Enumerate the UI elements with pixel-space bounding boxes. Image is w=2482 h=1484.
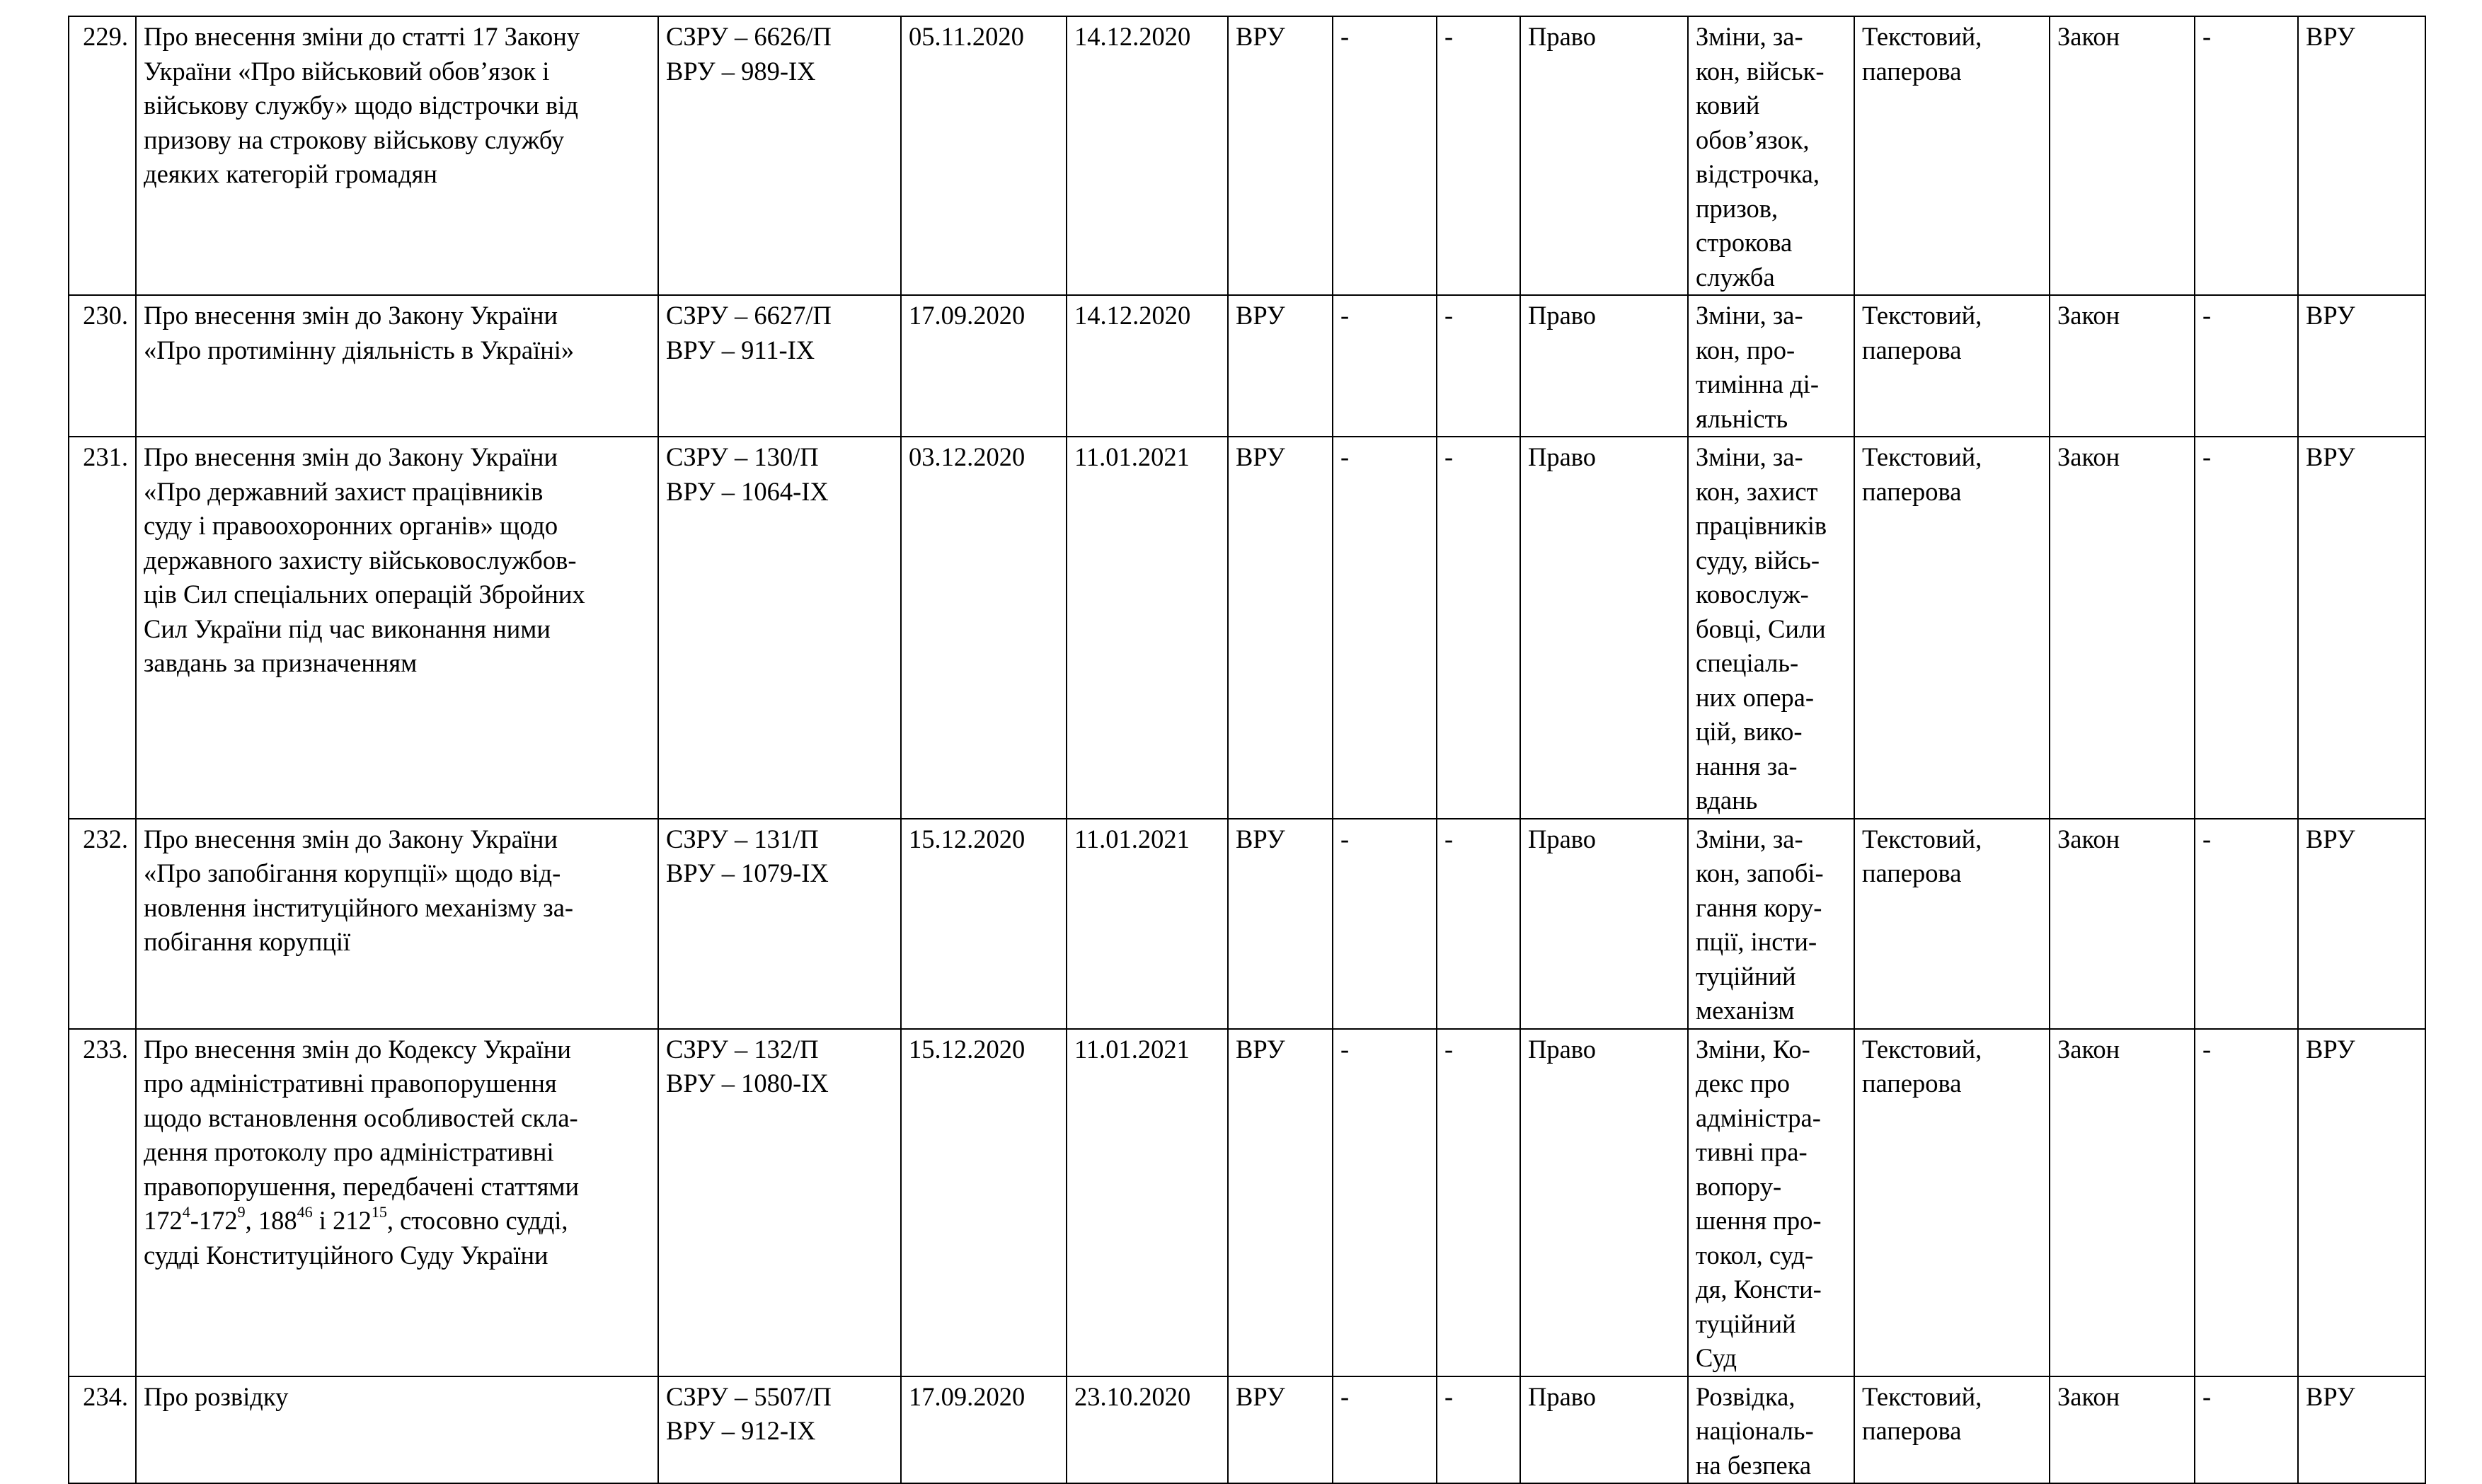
subject: Право	[1528, 22, 1597, 51]
dash-value: -	[2202, 301, 2212, 330]
keywords-line: яльність	[1696, 403, 1788, 433]
holder-cell	[2298, 16, 2425, 295]
keywords-line: Суд	[1696, 1343, 1737, 1372]
keywords-line: спеціаль-	[1696, 648, 1799, 677]
format-line: паперова	[1862, 335, 1962, 364]
keywords-line: Розвідка,	[1696, 1381, 1796, 1411]
holder: ВРУ	[2306, 301, 2355, 330]
row-number-cell	[69, 1376, 136, 1484]
format-cell	[1854, 819, 2050, 1029]
registration-code-line: ВРУ – 1079-IX	[666, 858, 829, 887]
dash-value: -	[1444, 824, 1454, 853]
document-title-line: України «Про військовий обов’язок і	[144, 56, 550, 86]
format-line: Текстовий,	[1862, 22, 1982, 51]
holder-cell	[2298, 819, 2425, 1029]
table-row	[69, 437, 2425, 819]
author-cell	[1228, 295, 1333, 437]
document-title-line: ців Сил спеціальних операцій Збройних	[144, 580, 585, 609]
row-number-cell	[69, 437, 136, 819]
author-cell	[1228, 437, 1333, 819]
article-superscript: 4	[182, 1202, 190, 1221]
document-title-line: про адміністративні правопорушення	[144, 1069, 557, 1098]
format-cell	[1854, 1029, 2050, 1376]
registration-code-cell	[658, 295, 901, 437]
dash-cell	[2195, 819, 2298, 1029]
holder: ВРУ	[2306, 1034, 2355, 1064]
subject-cell	[1520, 16, 1688, 295]
keywords-line: декс про	[1696, 1069, 1790, 1098]
keywords-line: вдань	[1696, 786, 1758, 815]
registration-code-line: СЗРУ – 132/П	[666, 1034, 819, 1064]
dash-value: -	[1444, 301, 1454, 330]
date-registered-cell	[901, 1376, 1067, 1484]
keywords-cell	[1688, 16, 1854, 295]
document-title-line: Про внесення змін до Закону України	[144, 824, 558, 853]
document-title-line: військову службу» щодо відстрочки від	[144, 91, 578, 120]
registration-code-line: ВРУ – 1064-IX	[666, 476, 829, 506]
keywords-cell	[1688, 437, 1854, 819]
subject-cell	[1520, 295, 1688, 437]
keywords-line: токол, суд-	[1696, 1240, 1814, 1270]
dash-cell	[1333, 819, 1437, 1029]
date-registered: 03.12.2020	[909, 442, 1025, 471]
keywords-line: відстрочка,	[1696, 159, 1820, 188]
holder-cell	[2298, 1029, 2425, 1376]
keywords-line: Зміни, за-	[1696, 22, 1803, 51]
author: ВРУ	[1236, 1034, 1285, 1064]
keywords-line: тивні пра-	[1696, 1137, 1808, 1166]
keywords-line: туційний	[1696, 1308, 1796, 1338]
dash-value: -	[2202, 1381, 2212, 1411]
document-type-cell	[2050, 819, 2195, 1029]
author: ВРУ	[1236, 824, 1285, 853]
dash-cell	[2195, 1029, 2298, 1376]
keywords-cell	[1688, 1376, 1854, 1484]
row-number: 234.	[83, 1381, 128, 1411]
document-title-line: Про внесення змін до Закону України	[144, 442, 558, 471]
article-ref: і	[312, 1206, 333, 1235]
document-type-cell	[2050, 1376, 2195, 1484]
dash-value: -	[1340, 1381, 1350, 1411]
holder: ВРУ	[2306, 824, 2355, 853]
date-adopted-cell	[1067, 16, 1228, 295]
keywords-line: обов’язок,	[1696, 125, 1810, 154]
dash-value: -	[1444, 22, 1454, 51]
date-adopted: 23.10.2020	[1074, 1381, 1191, 1411]
keywords-line: цій, вико-	[1696, 717, 1803, 746]
format-line: Текстовий,	[1862, 1381, 1982, 1411]
document-title-line: Про внесення змін до Кодексу України	[144, 1034, 571, 1064]
date-registered-cell	[901, 819, 1067, 1029]
article-ref: 172	[198, 1206, 238, 1235]
row-number: 231.	[83, 442, 128, 471]
row-number-cell	[69, 295, 136, 437]
document-title-cell	[136, 295, 658, 437]
date-adopted: 14.12.2020	[1074, 301, 1191, 330]
date-adopted-cell	[1067, 1376, 1228, 1484]
date-adopted: 11.01.2021	[1074, 442, 1190, 471]
table-row	[69, 16, 2425, 295]
dash-cell	[2195, 16, 2298, 295]
document-title-line: державного захисту військовослужбов-	[144, 545, 577, 575]
registration-code-line: СЗРУ – 6627/П	[666, 301, 832, 330]
document-title-cell	[136, 1376, 658, 1484]
author: ВРУ	[1236, 442, 1285, 471]
date-adopted: 11.01.2021	[1074, 824, 1190, 853]
row-number-cell	[69, 1029, 136, 1376]
document-title-line: новлення інституційного механізму за-	[144, 892, 574, 922]
keywords-cell	[1688, 1029, 1854, 1376]
date-adopted-cell	[1067, 819, 1228, 1029]
article-ref: -	[190, 1206, 199, 1235]
author-cell	[1228, 819, 1333, 1029]
dash-value: -	[1340, 22, 1350, 51]
format-line: паперова	[1862, 1416, 1962, 1445]
keywords-line: дя, Консти-	[1696, 1275, 1822, 1304]
format-cell	[1854, 437, 2050, 819]
holder: ВРУ	[2306, 442, 2355, 471]
keywords-line: ковий	[1696, 91, 1760, 120]
dash-cell	[1333, 437, 1437, 819]
keywords-line: призов,	[1696, 193, 1779, 223]
row-number-cell	[69, 819, 136, 1029]
table-row	[69, 819, 2425, 1029]
dash-cell	[1437, 437, 1520, 819]
document-title-cell	[136, 819, 658, 1029]
date-registered: 17.09.2020	[909, 1381, 1025, 1411]
dash-cell	[1437, 819, 1520, 1029]
format-line: Текстовий,	[1862, 824, 1982, 853]
dash-value: -	[1340, 1034, 1350, 1064]
subject: Право	[1528, 301, 1597, 330]
document-type-cell	[2050, 295, 2195, 437]
registration-code-line: ВРУ – 989-IX	[666, 56, 816, 86]
holder: ВРУ	[2306, 1381, 2355, 1411]
dash-value: -	[2202, 442, 2212, 471]
registration-code-line: ВРУ – 912-IX	[666, 1416, 816, 1445]
registration-code-line: СЗРУ – 131/П	[666, 824, 819, 853]
keywords-line: національ-	[1696, 1416, 1814, 1445]
subject: Право	[1528, 824, 1597, 853]
keywords-line: Зміни, за-	[1696, 301, 1803, 330]
document-type: Закон	[2057, 824, 2120, 853]
subject-cell	[1520, 1376, 1688, 1484]
table-row	[69, 1376, 2425, 1484]
document-type-cell	[2050, 1029, 2195, 1376]
author: ВРУ	[1236, 1381, 1285, 1411]
dash-value: -	[1340, 442, 1350, 471]
registry-table	[68, 16, 2426, 1484]
date-registered: 17.09.2020	[909, 301, 1025, 330]
keywords-line: адміністра-	[1696, 1103, 1821, 1132]
dash-cell	[1437, 295, 1520, 437]
document-type: Закон	[2057, 442, 2120, 471]
article-superscript: 9	[237, 1202, 246, 1221]
dash-cell	[2195, 1376, 2298, 1484]
date-registered-cell	[901, 295, 1067, 437]
dash-cell	[1333, 1376, 1437, 1484]
dash-cell	[1437, 1029, 1520, 1376]
keywords-line: кон, військ-	[1696, 56, 1825, 86]
keywords-line: туційний	[1696, 961, 1796, 991]
document-title-line: Про розвідку	[144, 1381, 289, 1411]
table-row	[69, 1029, 2425, 1376]
registration-code-cell	[658, 1029, 901, 1376]
dash-value: -	[2202, 824, 2212, 853]
row-number-cell	[69, 16, 136, 295]
dash-value: -	[2202, 1034, 2212, 1064]
author-cell	[1228, 16, 1333, 295]
registration-code-line: СЗРУ – 5507/П	[666, 1381, 832, 1411]
format-line: паперова	[1862, 858, 1962, 887]
document-title-line: щодо встановлення особливостей скла-	[144, 1103, 578, 1132]
document-type: Закон	[2057, 1381, 2120, 1411]
article-ref: , стосовно судді,	[386, 1206, 568, 1235]
document-type: Закон	[2057, 22, 2120, 51]
keywords-line: механізм	[1696, 996, 1795, 1025]
dash-value: -	[1444, 1034, 1454, 1064]
keywords-cell	[1688, 819, 1854, 1029]
dash-cell	[1437, 16, 1520, 295]
subject: Право	[1528, 1381, 1597, 1411]
date-adopted: 11.01.2021	[1074, 1034, 1190, 1064]
format-line: Текстовий,	[1862, 1034, 1982, 1064]
keywords-line: нання за-	[1696, 751, 1798, 781]
keywords-line: на безпека	[1696, 1450, 1812, 1480]
registration-code-line: ВРУ – 911-IX	[666, 335, 815, 364]
subject: Право	[1528, 442, 1597, 471]
keywords-line: ковослуж-	[1696, 580, 1809, 609]
keywords-line: них опера-	[1696, 682, 1815, 712]
document-title-line: «Про державний захист працівників	[144, 476, 544, 506]
row-number: 230.	[83, 301, 128, 330]
row-number: 229.	[83, 22, 128, 51]
date-adopted-cell	[1067, 1029, 1228, 1376]
row-number: 232.	[83, 824, 128, 853]
registration-code-line: СЗРУ – 6626/П	[666, 22, 832, 51]
format-cell	[1854, 16, 2050, 295]
keywords-line: Зміни, Ко-	[1696, 1034, 1810, 1064]
format-cell	[1854, 1376, 2050, 1484]
document-title-line: завдань за призначенням	[144, 648, 418, 677]
document-title-cell	[136, 1029, 658, 1376]
keywords-line: кон, запобі-	[1696, 858, 1824, 887]
subject-cell	[1520, 437, 1688, 819]
date-registered: 15.12.2020	[909, 1034, 1025, 1064]
format-line: Текстовий,	[1862, 301, 1982, 330]
format-cell	[1854, 295, 2050, 437]
date-adopted-cell	[1067, 437, 1228, 819]
author-cell	[1228, 1376, 1333, 1484]
document-type: Закон	[2057, 301, 2120, 330]
dash-value: -	[2202, 22, 2212, 51]
registration-code-cell	[658, 1376, 901, 1484]
article-ref: ,	[245, 1206, 258, 1235]
article-ref: 212	[333, 1206, 372, 1235]
date-adopted: 14.12.2020	[1074, 22, 1191, 51]
subject-cell	[1520, 819, 1688, 1029]
holder: ВРУ	[2306, 22, 2355, 51]
dash-cell	[2195, 437, 2298, 819]
dash-cell	[1333, 1029, 1437, 1376]
registration-code-cell	[658, 437, 901, 819]
document-title-line: деяких категорій громадян	[144, 159, 437, 188]
document-title-cell	[136, 16, 658, 295]
document-title-cell	[136, 437, 658, 819]
document-type-cell	[2050, 437, 2195, 819]
holder-cell	[2298, 437, 2425, 819]
article-superscript: 46	[297, 1202, 313, 1221]
document-title-line: призову на строкову військову службу	[144, 125, 565, 154]
table-body	[69, 16, 2425, 1483]
keywords-line: Зміни, за-	[1696, 824, 1803, 853]
document-title-line: побігання корупції	[144, 927, 351, 956]
dash-cell	[1333, 295, 1437, 437]
keywords-line: служба	[1696, 262, 1775, 292]
document-type-cell	[2050, 16, 2195, 295]
keywords-line: гання кору-	[1696, 892, 1822, 922]
row-number: 233.	[83, 1034, 128, 1064]
document-title-line: дення протоколу про адміністративні	[144, 1137, 554, 1166]
holder-cell	[2298, 295, 2425, 437]
registration-code-line: СЗРУ – 130/П	[666, 442, 819, 471]
format-line: паперова	[1862, 476, 1962, 506]
author-cell	[1228, 1029, 1333, 1376]
registration-code-cell	[658, 819, 901, 1029]
registration-code-cell	[658, 16, 901, 295]
keywords-line: строкова	[1696, 228, 1793, 257]
keywords-line: кон, про-	[1696, 335, 1796, 364]
holder-cell	[2298, 1376, 2425, 1484]
dash-cell	[1437, 1376, 1520, 1484]
document-title-line: Про внесення зміни до статті 17 Закону	[144, 22, 580, 51]
keywords-line: пції, інсти-	[1696, 927, 1817, 956]
table-row	[69, 295, 2425, 437]
date-registered-cell	[901, 1029, 1067, 1376]
article-superscript: 15	[371, 1202, 387, 1221]
dash-value: -	[1340, 301, 1350, 330]
keywords-line: бовці, Сили	[1696, 614, 1826, 643]
keywords-line: працівників	[1696, 511, 1827, 540]
keywords-line: шення про-	[1696, 1206, 1822, 1235]
author: ВРУ	[1236, 301, 1285, 330]
keywords-line: вопору-	[1696, 1171, 1782, 1201]
document-type: Закон	[2057, 1034, 2120, 1064]
author: ВРУ	[1236, 22, 1285, 51]
document-title-articles-line	[144, 1204, 650, 1238]
article-ref: 172	[144, 1206, 183, 1235]
document-title-line: Про внесення змін до Закону України	[144, 301, 558, 330]
keywords-cell	[1688, 295, 1854, 437]
keywords-line: тимінна ді-	[1696, 369, 1819, 398]
document-title-line: правопорушення, передбачені статтями	[144, 1171, 580, 1201]
dash-cell	[1333, 16, 1437, 295]
format-line: паперова	[1862, 56, 1962, 86]
registration-code-line: ВРУ – 1080-IX	[666, 1069, 829, 1098]
format-line: паперова	[1862, 1069, 1962, 1098]
dash-value: -	[1444, 442, 1454, 471]
date-registered: 15.12.2020	[909, 824, 1025, 853]
date-adopted-cell	[1067, 295, 1228, 437]
dash-cell	[2195, 295, 2298, 437]
document-title-line: Сил України під час виконання ними	[144, 614, 551, 643]
date-registered-cell	[901, 437, 1067, 819]
date-registered: 05.11.2020	[909, 22, 1024, 51]
document-title-line: судді Конституційного Суду України	[144, 1240, 548, 1270]
document-title-line: «Про запобігання корупції» щодо від-	[144, 858, 561, 887]
subject-cell	[1520, 1029, 1688, 1376]
format-line: Текстовий,	[1862, 442, 1982, 471]
article-ref: 188	[258, 1206, 297, 1235]
keywords-line: Зміни, за-	[1696, 442, 1803, 471]
document-title-line: «Про протимінну діяльність в Україні»	[144, 335, 575, 364]
dash-value: -	[1444, 1381, 1454, 1411]
keywords-line: суду, війсь-	[1696, 545, 1820, 575]
date-registered-cell	[901, 16, 1067, 295]
keywords-line: кон, захист	[1696, 476, 1818, 506]
document-title-line: суду і правоохоронних органів» щодо	[144, 511, 558, 540]
dash-value: -	[1340, 824, 1350, 853]
subject: Право	[1528, 1034, 1597, 1064]
